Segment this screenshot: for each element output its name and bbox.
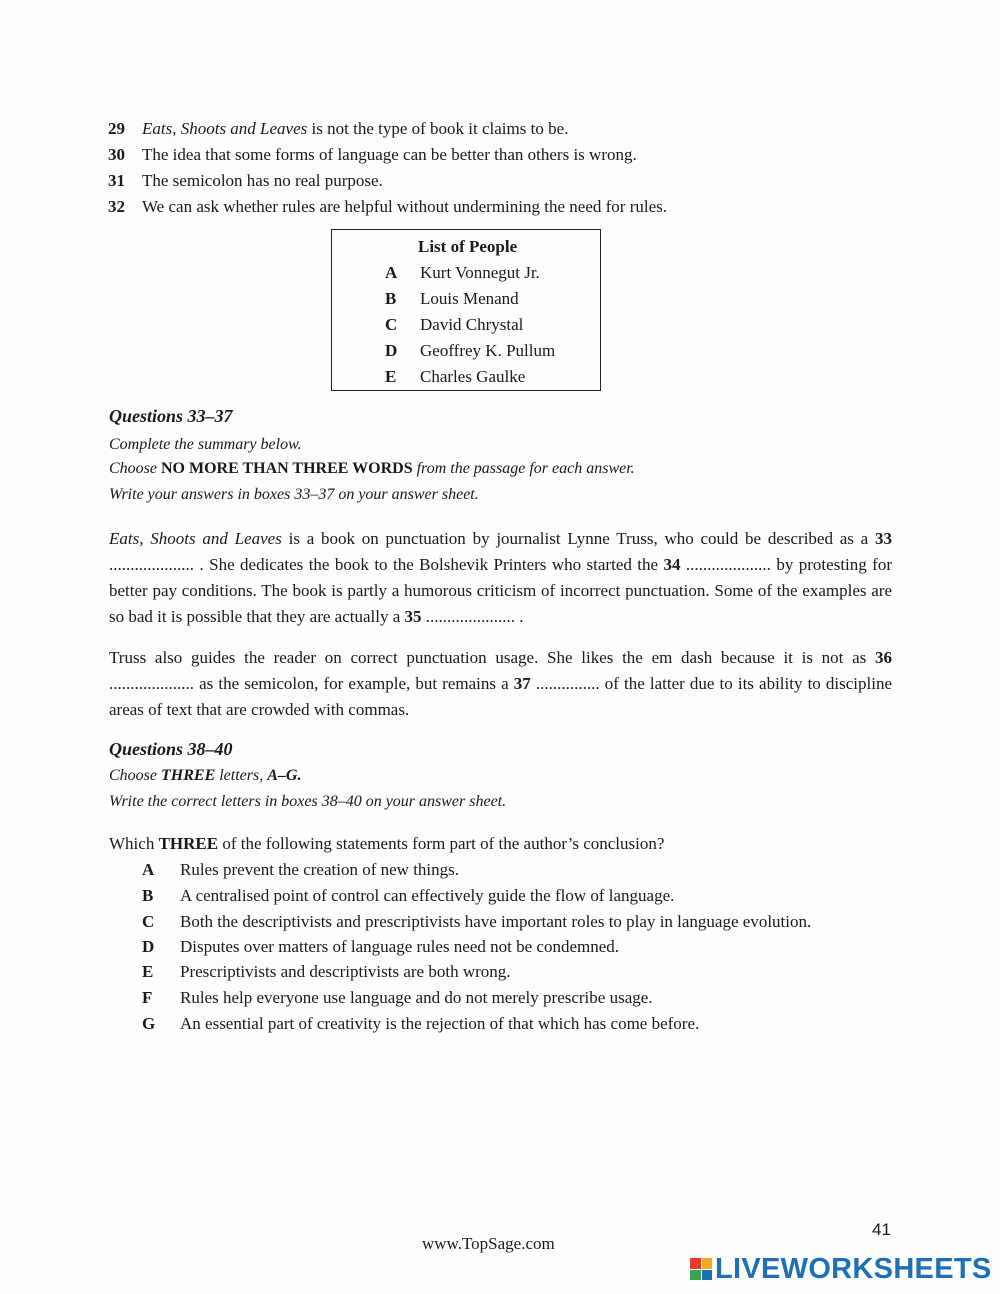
person-d <box>385 341 555 361</box>
option-text: Both the descriptivists and prescriptivists have important roles to play in language evolution. <box>180 912 812 931</box>
statement-30 <box>108 144 637 166</box>
option-letter: F <box>142 988 153 1007</box>
person-name: Charles Gaulke <box>420 367 526 386</box>
liveworksheets-grid-icon <box>690 1258 712 1280</box>
statement-text: The semicolon has no real purpose. <box>142 171 383 190</box>
option-letter: A <box>142 860 155 879</box>
option-e[interactable] <box>142 962 511 982</box>
person-a <box>385 263 540 283</box>
option-text: Rules help everyone use language and do not merely prescribe usage. <box>180 988 653 1007</box>
option-letter: B <box>142 886 154 905</box>
statement-number: 31 <box>108 171 125 190</box>
option-d[interactable] <box>142 937 619 957</box>
person-letter: A <box>385 263 398 282</box>
option-letter: E <box>142 962 154 981</box>
summary-paragraph-2: Truss also guides the reader on correct punctuation usage. She likes the em dash because it is not as 36 .................... as the semicolon, for example, but remains a 37 ............... of the latter due to its ability to discipline areas of text that are crowded with commas. <box>109 648 893 719</box>
answer-blank-33[interactable]: .................... <box>109 555 200 574</box>
statement-text: The idea that some forms of language can be better than others is wrong. <box>142 145 637 164</box>
person-letter: B <box>385 289 397 308</box>
option-a[interactable] <box>142 860 459 880</box>
question-37-number: 37 <box>513 674 531 693</box>
logo-square-blue <box>702 1270 713 1281</box>
questions-38-40-heading: Questions 38–40 <box>109 739 233 759</box>
book-title: Eats, Shoots and Leaves <box>142 119 308 138</box>
statement-number: 32 <box>108 197 125 216</box>
option-g[interactable] <box>142 1014 699 1034</box>
person-letter: C <box>385 315 398 334</box>
statement-29 <box>108 118 568 140</box>
instruction-choose-three: Choose THREE letters, A–G. <box>109 767 302 784</box>
instruction-complete-summary: Complete the summary below. <box>109 436 302 453</box>
statement-31 <box>108 170 383 192</box>
person-b <box>385 289 519 309</box>
option-letter: G <box>142 1014 156 1033</box>
answer-blank-36[interactable]: .................... <box>109 674 200 693</box>
logo-square-green <box>690 1270 701 1281</box>
option-text: Prescriptivists and descriptivists are both wrong. <box>180 962 511 981</box>
statement-text: We can ask whether rules are helpful without undermining the need for rules. <box>142 197 667 216</box>
option-text: Rules prevent the creation of new things. <box>180 860 460 879</box>
page-number: 41 <box>872 1220 891 1239</box>
option-letter: C <box>142 912 155 931</box>
logo-square-red <box>690 1258 701 1269</box>
logo-square-orange <box>702 1258 713 1269</box>
instruction-word-limit: Choose NO MORE THAN THREE WORDS from the passage for each answer. <box>109 460 635 477</box>
answer-blank-34[interactable]: .................... <box>680 555 777 574</box>
questions-33-37-heading: Questions 33–37 <box>109 406 233 426</box>
question-34-number: 34 <box>663 555 681 574</box>
question-33-number: 33 <box>875 529 892 548</box>
person-c <box>385 315 523 335</box>
liveworksheets-brand: LIVEWORKSHEETS <box>715 1252 992 1285</box>
option-c[interactable] <box>142 912 811 932</box>
person-letter: E <box>385 367 397 386</box>
person-name: Kurt Vonnegut Jr. <box>420 263 540 282</box>
person-name: Geoffrey K. Pullum <box>420 341 556 360</box>
list-of-people-title: List of People <box>418 237 518 256</box>
list-of-people-box <box>331 229 601 391</box>
answer-blank-37[interactable]: ............... <box>530 674 605 693</box>
statement-number: 30 <box>108 145 125 164</box>
statement-number: 29 <box>108 119 125 138</box>
liveworksheets-logo <box>690 1252 992 1286</box>
person-e <box>385 367 525 387</box>
person-name: David Chrystal <box>420 315 524 334</box>
option-text: An essential part of creativity is the rejection of that which has come before. <box>180 1014 700 1033</box>
option-f[interactable] <box>142 988 653 1008</box>
statement-32 <box>108 196 667 218</box>
option-letter: D <box>142 937 155 956</box>
option-text: A centralised point of control can effectively guide the flow of language. <box>180 886 675 905</box>
option-b[interactable] <box>142 886 674 906</box>
question-prompt: Which THREE of the following statements form part of the author’s conclusion? <box>109 834 665 853</box>
website-link[interactable]: www.TopSage.com <box>422 1234 555 1253</box>
person-name: Louis Menand <box>420 289 519 308</box>
summary-paragraph-1: Eats, Shoots and Leaves is a book on punctuation by journalist Lynne Truss, who could be described as a 33 .................... . She dedicates the book to the Bolshevik Printers who started the 34 .................... by protesting for better pay conditions. The book is partly a humorous criticism of incorrect punctuation. Some of the examples are so bad it is possible that they are actually a 35 ..................... . <box>109 529 893 626</box>
answer-blank-35[interactable]: ..................... <box>421 607 516 626</box>
question-35-number: 35 <box>404 607 422 626</box>
instruction-answer-boxes: Write your answers in boxes 33–37 on your answer sheet. <box>109 486 479 503</box>
statement-text: is not the type of book it claims to be. <box>307 119 569 138</box>
person-letter: D <box>385 341 398 360</box>
instruction-answer-boxes-38-40: Write the correct letters in boxes 38–40 on your answer sheet. <box>109 793 507 810</box>
book-title: Eats, Shoots and Leaves <box>109 529 282 548</box>
option-text: Disputes over matters of language rules need not be condemned. <box>180 937 620 956</box>
question-36-number: 36 <box>875 648 892 667</box>
